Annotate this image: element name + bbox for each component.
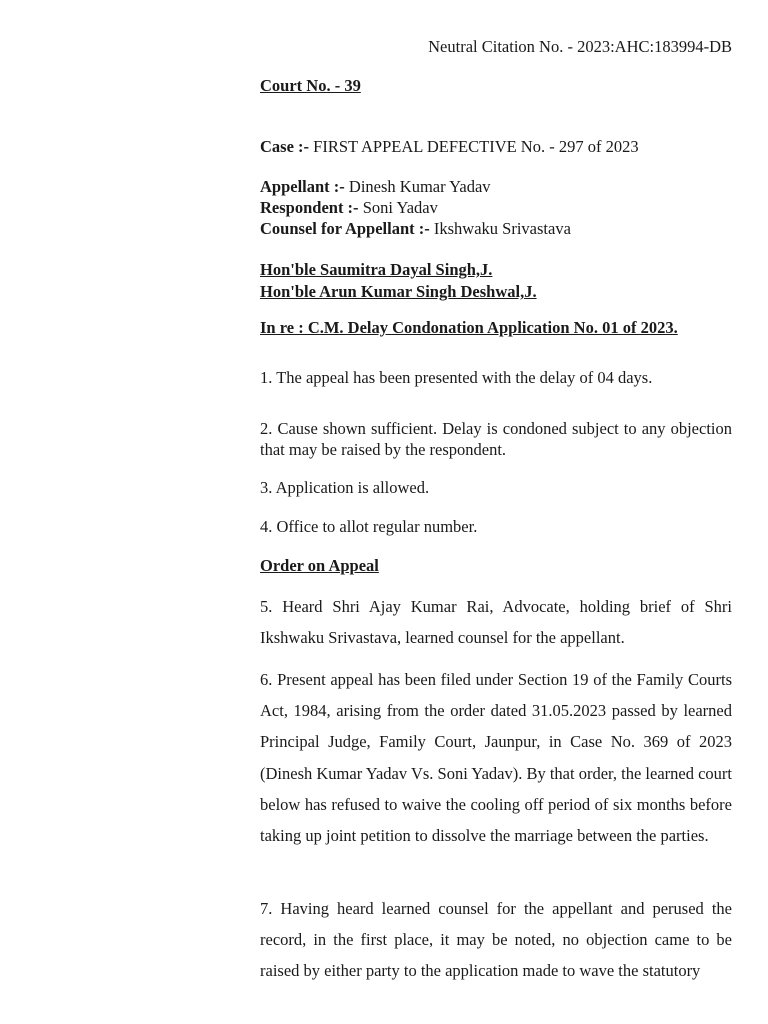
paragraph-3: 3. Application is allowed.: [260, 478, 430, 497]
paragraph-2: 2. Cause shown sufficient. Delay is condoned subject to any objection that may be raised by the respondent.: [260, 419, 732, 459]
appellant-value: Dinesh Kumar Yadav: [348, 177, 491, 196]
paragraph-1: 1. The appeal has been presented with the delay of 04 days.: [260, 368, 653, 387]
in-re-heading: In re : C.M. Delay Condonation Application No. 01 of 2023.: [260, 318, 678, 337]
paragraph-7: 7. Having heard learned counsel for the appellant and perused the record, in the first place, it may be noted, no objection came to be raised by either party to the application made to wave the statutory: [260, 899, 732, 981]
court-number: Court No. - 39: [260, 76, 361, 95]
paragraph-6: 6. Present appeal has been filed under Section 19 of the Family Courts Act, 1984, arising from the order dated 31.05.2023 passed by learned Principal Judge, Family Court, Jaunpur, in Case No. 369 of 2023 (Dinesh Kumar Yadav Vs. Soni Yadav). By that order, the learned court below has refused to waive the cooling off period of six months before taking up joint petition to dissolve the marriage between the parties.: [260, 670, 732, 846]
case-value: FIRST APPEAL DEFECTIVE No. - 297 of 2023: [313, 137, 639, 156]
respondent-value: Soni Yadav: [362, 198, 438, 217]
respondent-line: [260, 197, 732, 218]
judges-block: [260, 259, 732, 303]
counsel-label: Counsel for Appellant :-: [260, 219, 430, 238]
paragraph-4: 4. Office to allot regular number.: [260, 517, 478, 536]
judge-name: Hon'ble Arun Kumar Singh Deshwal,J.: [260, 282, 537, 301]
case-line: [260, 136, 732, 157]
parties-block: [260, 176, 732, 239]
paragraph-5: 5. Heard Shri Ajay Kumar Rai, Advocate, holding brief of Shri Ikshwaku Srivastava, learned counsel for the appellant.: [260, 597, 732, 648]
order-heading: Order on Appeal: [260, 556, 379, 575]
appellant-label: Appellant :-: [260, 177, 345, 196]
judge-name: Hon'ble Saumitra Dayal Singh,J.: [260, 260, 493, 279]
case-label: Case :-: [260, 137, 310, 156]
counsel-value: Ikshwaku Srivastava: [433, 219, 571, 238]
appellant-line: [260, 176, 732, 197]
respondent-label: Respondent :-: [260, 198, 359, 217]
counsel-line: [260, 218, 732, 239]
neutral-citation: Neutral Citation No. - 2023:AHC:183994-DB: [428, 37, 732, 56]
